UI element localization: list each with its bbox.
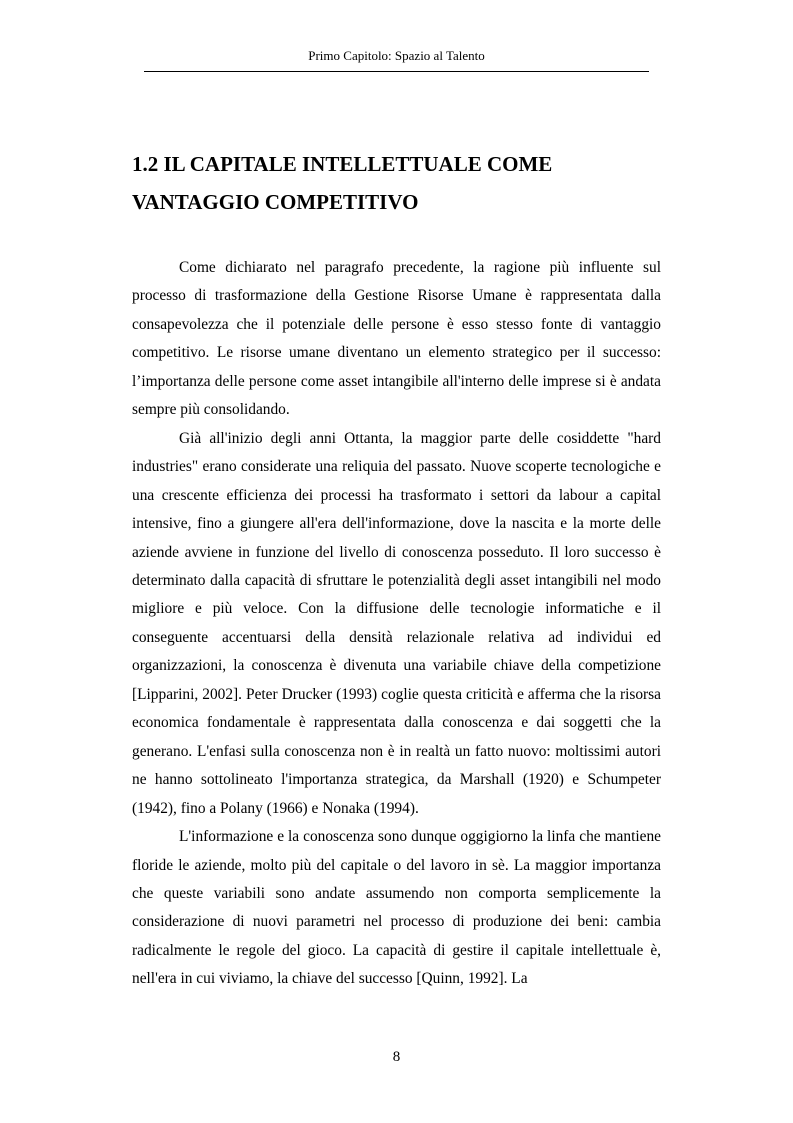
section-title: 1.2 IL CAPITALE INTELLETTUALE COME VANTAGGIO COMPETITIVO — [132, 152, 553, 214]
paragraph-3: L'informazione e la conoscenza sono dunque oggigiorno la linfa che mantiene floride le aziende, molto più del capitale o del lavoro in sè. La maggior importanza che queste variabili sono andate assumendo non comporta semplicemente la considerazione di nuovi parametri nel processo di produzione dei beni: cambia radicalmente le regole del gioco. La capacità di gestire il capitale intellettuale è, nell'era in cui viviamo, la chiave del successo [Quinn, 1992]. La — [132, 828, 661, 988]
header-divider — [144, 71, 649, 72]
body-text — [132, 254, 661, 994]
paragraph-1: Come dichiarato nel paragrafo precedente, la ragione più influente sul processo di trasformazione della Gestione Risorse Umane è rappresentata dalla consapevolezza che il potenziale delle persone è esso stesso fonte di vantaggio competitivo. Le risorse umane diventano un elemento strategico per il successo: l’importanza delle persone come asset intangibile all'interno delle imprese si è andata sempre più consolidando. — [132, 259, 661, 419]
paragraph-2: Già all'inizio degli anni Ottanta, la maggior parte delle cosiddette "hard industries" erano considerate una reliquia del passato. Nuove scoperte tecnologiche e una crescente efficienza dei processi ha trasformato i settori da labour a capital intensive, fino a giungere all'era dell'informazione, dove la nascita e la morte delle aziende avviene in funzione del livello di conoscenza posseduto. Il loro successo è determinato dalla capacità di sfruttare le potenzialità degli asset intangibili nel modo migliore e più veloce. Con la diffusione delle tecnologie informatiche e il conseguente accentuarsi della densità relazionale relativa ad individui ed organizzazioni, la conoscenza è divenuta una variabile chiave della competizione [Lipparini, 2002]. Peter Drucker (1993) coglie questa criticità e afferma che la risorsa economica fondamentale è rappresentata dalla conoscenza e dai soggetti che la generano. L'enfasi sulla conoscenza non è in realtà un fatto nuovo: moltissimi autori ne hanno sottolineato l'importanza strategica, da Marshall (1920) e Schumpeter (1942), fino a Polany (1966) e Nonaka (1994). — [132, 429, 661, 817]
running-header: Primo Capitolo: Spazio al Talento — [308, 48, 485, 63]
page-number: 8 — [392, 1049, 401, 1065]
